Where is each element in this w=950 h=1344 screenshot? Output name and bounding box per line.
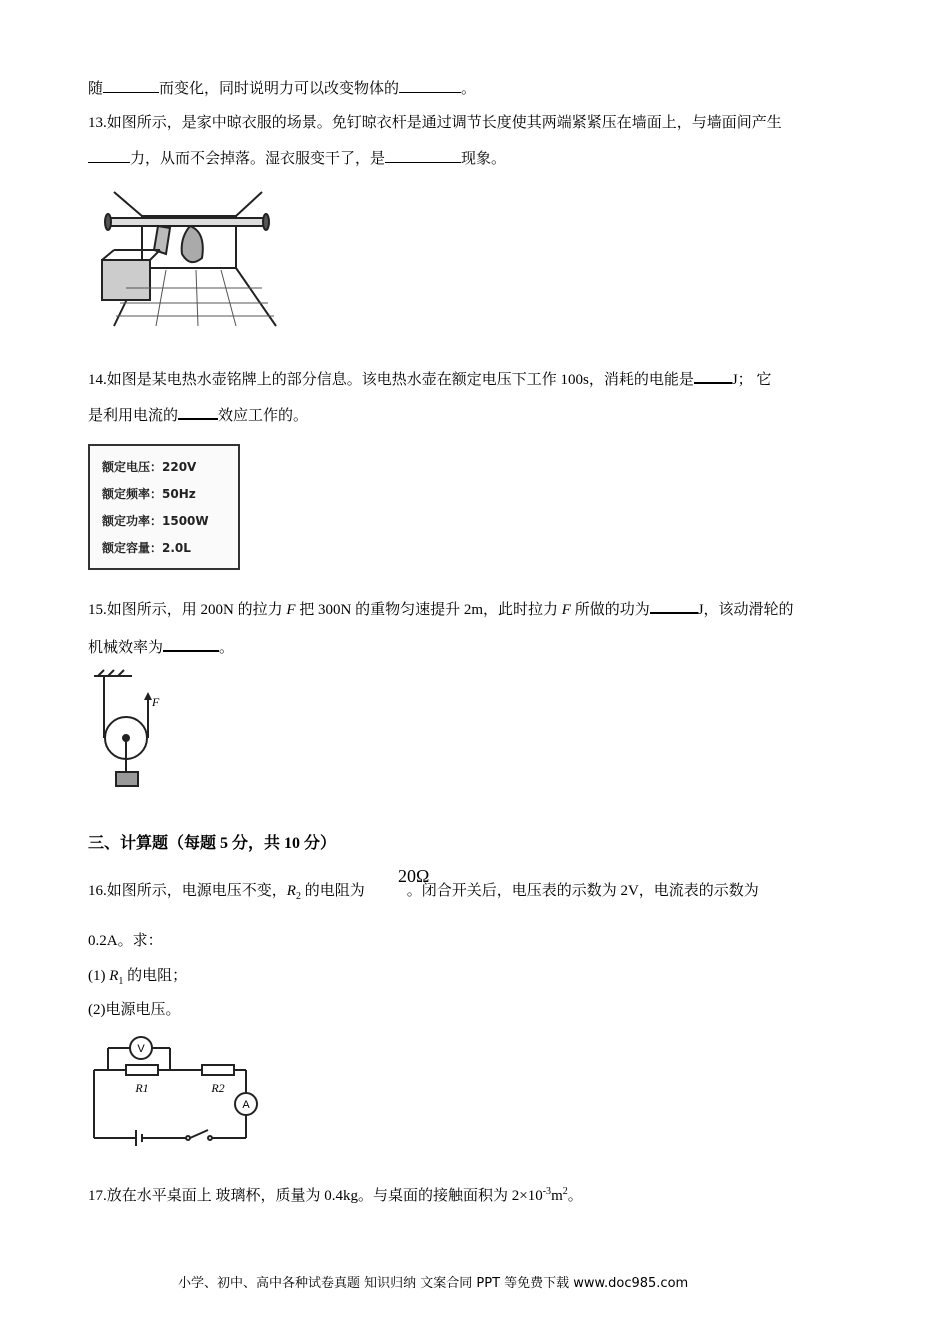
q16-sub-1 xyxy=(88,966,187,992)
q16-r1-subscript: 1 xyxy=(118,976,124,987)
q15-blank-1 xyxy=(650,598,698,614)
q16-sub-2: (2)电源电压。 xyxy=(88,1002,181,1018)
q14-line-2 xyxy=(88,404,308,426)
q15-text-1b: 把 300N 的重物匀速提升 2m，此时拉力 xyxy=(295,602,562,618)
q17-text-end: 。 xyxy=(567,1188,583,1204)
q15-line-2 xyxy=(88,636,234,658)
resistor-r2-label: R2 xyxy=(211,1081,225,1095)
q15-blank-2 xyxy=(163,636,219,652)
q14-blank-1 xyxy=(694,368,732,384)
q12-blank-2 xyxy=(399,78,461,93)
q16-text-2: 的电阻为 xyxy=(300,883,365,899)
q16-r1-symbol: R xyxy=(109,968,119,984)
q15-force-symbol-2: F xyxy=(561,602,571,618)
q16-sub1-text: 的电阻； xyxy=(123,968,188,984)
q12-tail-line xyxy=(88,78,476,99)
ammeter-label: A xyxy=(242,1099,250,1111)
q14-text-2b: 效应工作的。 xyxy=(218,408,309,424)
q13-text-2a: 力，从而不会掉落。湿衣服变干了，是 xyxy=(130,151,386,167)
pulley-figure xyxy=(92,668,172,792)
nameplate-frequency: 额定频率：50Hz xyxy=(102,487,196,501)
q15-text-1a: 15.如图所示，用 200N 的拉力 xyxy=(88,602,287,618)
nameplate-power: 额定功率：1500W xyxy=(102,514,209,528)
nameplate-voltage: 额定电压：220V xyxy=(102,460,197,474)
q16-line-2: 0.2A。求： xyxy=(88,933,163,949)
resistor-r1-label: R1 xyxy=(135,1081,149,1095)
q13-blank-2 xyxy=(385,148,461,163)
page-footer: 小学、初中、高中各种试卷真题 知识归纳 文案合同 PPT 等免费下载 www.doc985.com xyxy=(178,1276,689,1291)
q17-text-1: 17.放在水平桌面上 玻璃杯，质量为 0.4kg。与桌面的接触面积为 2×10 xyxy=(88,1188,543,1204)
drying-rack-figure xyxy=(86,188,282,330)
q16-r2-symbol: R xyxy=(286,883,296,899)
nameplate xyxy=(88,444,240,570)
section-heading: 三、计算题（每题 5 分，共 10 分） xyxy=(88,835,337,852)
q17-exponent: -3 xyxy=(542,1186,552,1197)
q16-text-1: 16.如图所示，电源电压不变， xyxy=(88,883,287,899)
q13-line-1: 13.如图所示，是家中晾衣服的场景。免钉晾衣杆是通过调节长度使其两端紧紧压在墙面上，与墙面间产生 xyxy=(88,115,782,131)
q13-line-2 xyxy=(88,148,506,169)
force-arrow-icon xyxy=(144,692,152,700)
circuit-figure xyxy=(90,1034,266,1146)
q16-r2-subscript: 2 xyxy=(295,891,301,902)
q17-line-1 xyxy=(88,1182,583,1206)
q15-force-symbol-1: F xyxy=(286,602,296,618)
q12-text-2: 而变化，同时说明力可以改变物体的 xyxy=(159,81,400,97)
q16-text-3: 。闭合开关后，电压表的示数为 2V，电流表的示数为 xyxy=(406,883,759,899)
q15-text-2a: 机械效率为 xyxy=(88,640,164,656)
q13-blank-1 xyxy=(88,148,130,163)
q14-line-1 xyxy=(88,368,771,390)
q16-sub1-number: (1) xyxy=(88,968,110,984)
voltmeter-label: V xyxy=(137,1043,145,1055)
q12-text-1: 随 xyxy=(88,81,104,97)
q14-text-1b: J； 它 xyxy=(731,372,772,388)
q12-text-3: 。 xyxy=(461,81,477,97)
q14-text-2a: 是利用电流的 xyxy=(88,408,179,424)
q14-blank-2 xyxy=(178,404,218,420)
nameplate-capacity: 额定容量：2.0L xyxy=(102,541,191,555)
q14-text-1a: 14.如图是某电热水壶铭牌上的部分信息。该电热水壶在额定电压下工作 100s，消耗的电能是 xyxy=(88,372,694,388)
q15-text-1c: 所做的功为 xyxy=(570,602,650,618)
q15-text-1d: J，该动滑轮的 xyxy=(697,602,794,618)
q17-unit: m xyxy=(551,1188,563,1204)
q15-text-2b: 。 xyxy=(219,640,235,656)
q12-blank-1 xyxy=(103,78,159,93)
pulley-force-label: F xyxy=(152,695,160,709)
q13-text-2b: 现象。 xyxy=(461,151,507,167)
q16-resistance-value: 20Ω xyxy=(398,866,430,886)
q17-unit-exponent: 2 xyxy=(562,1186,568,1197)
q15-line-1 xyxy=(88,598,794,620)
